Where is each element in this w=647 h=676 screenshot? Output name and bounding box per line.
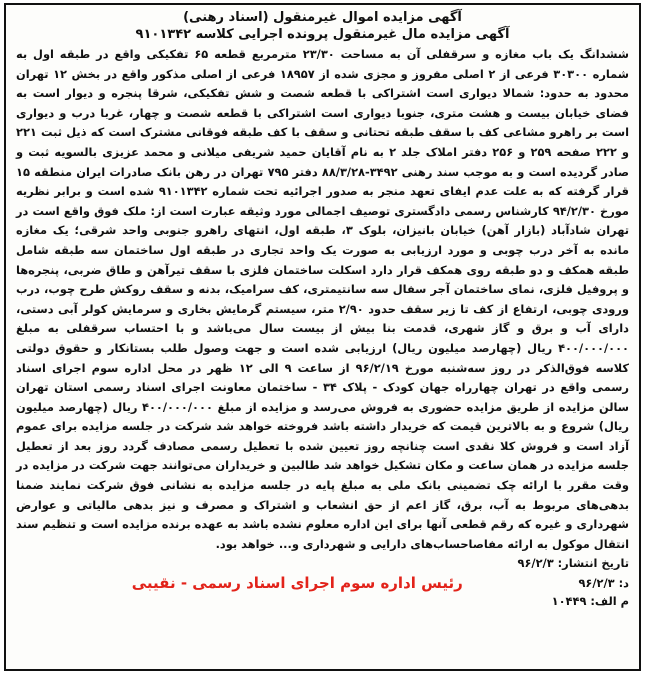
signature-row [16, 574, 629, 592]
publish-date: تاریخ انتشار: ۹۶/۲/۳ [517, 556, 629, 571]
notice-body: ششدانگ یک باب مغازه و سرقفلی آن به مساحت ۲۳/۳۰ مترمربع قطعه ۶۵ تفکیکی واقع در طبقه اول به شماره ۳۰۳۰۰ فرعی از ۲ اصلی مفروز و مجزی شده از ۱۸۹۵۷ فرعی از اصلی مذکور واقع در بخش ۱۲ تهران محدود به حدود: شمالا دیواری است اشتراکی با قطعه شصت و شش تفکیکی، شرقا پنجره و دیوار است به فضای خیابان بیست و هشت متری، جنوبا دیواری است اشتراکی با قطعه شصت و چهار، غربا درب و دیواری است بر راهرو مشاعی کف با سقف طبقه تحتانی و سقف با کف طبقه فوقانی مشترک است که ذیل ثبت ۲۲۱ و ۲۲۲ صفحه ۲۵۹ و ۲۵۶ دفتر املاک جلد ۲ به نام آقایان حمید شریفی میلانی و محمد عزیزی بالسویه ثبت و صادر گردیده است و به موجب سند رهنی ۳۴۹۲-۸۸/۳/۲۸ دفتر ۷۹۵ تهران در رهن بانک صادرات ایران منطقه ۱۵ قرار گرفته که به علت عدم ایفای تعهد منجر به صدور اجرائیه تحت شماره ۹۱۰۱۳۴۲ شده است و برابر نظریه مورخ ۹۴/۲/۳۰ کارشناس رسمی دادگستری توصیف اجمالی مورد وثیقه عبارت است از: ملک فوق واقع است در تهران شادآباد (بازار آهن) خیابان بانیزان، بلوک ۳، طبقه اول، انتهای راهرو جنوبی واحد شرقی؛ یک مغازه مانده به آخر درب چوبی و مورد ارزیابی به صورت یک واحد تجاری در طبقه اول ساختمان سه طبقه شامل طبقه همکف و دو طبقه روی همکف قرار دارد اسکلت ساختمان فلزی با سقف تیرآهن و طاق ضربی، پنجره‌ها و پروفیل فلزی، نمای ساختمان آجر سفال سه سانتیمتری، کف سرامیک، بدنه و سقف روکش طرح چوب، درب ورودی چوبی، ارتفاع از کف تا زیر سقف حدود ۲/۹۰ متر، سیستم گرمایش بخاری و سرمایش کولر آبی دستی، دارای آب و برق و گاز شهری، قدمت بنا بیش از بیست سال می‌باشد و با احتساب سرقفلی به مبلغ ۴۰۰/۰۰۰/۰۰۰ ریال (چهارصد میلیون ریال) ارزیابی شده است و جهت وصول طلب بستانکار و حقوق دولتی کلاسه فوق‌الذکر در روز سه‌شنبه مورخ ۹۶/۲/۱۹ از ساعت ۹ الی ۱۲ ظهر در محل اداره سوم اجرای اسناد رسمی واقع در تهران چهارراه جهان کودک - پلاک ۳۴ - ساختمان معاونت اجرای اسناد رسمی استان تهران سالن مزایده از طریق مزایده حضوری به فروش می‌رسد و مزایده از مبلغ ۴۰۰/۰۰۰/۰۰۰ ریال (چهارصد میلیون ریال) شروع و به بالاترین قیمت که خریدار داشته باشد فروخته خواهد شد شرکت در جلسه مزایده برای عموم آزاد است و فروش کلا نقدی است چنانچه روز تعیین شده با تعطیل رسمی مصادف گردد روز بعد از تعطیل جلسه مزایده در همان ساعت و مکان تشکیل خواهد شد طالبین و خریداران می‌توانند جهت شرکت در مزایده در وقت مقرر با ارائه چک تضمینی بانک ملی به مبلغ پایه در جلسه مزایده به نشانی فوق شرکت نمایند ضمنا بدهی‌های مربوط به آب، برق، گاز اعم از حق انشعاب و اشتراک و مصرف و نیز بدهی مالیاتی و عوارض شهرداری و غیره که رقم قطعی آنها برای این اداره معلوم نشده باشد به عهده برنده مزایده است و تنظیم سند انتقال موکول به ارائه مفاصاحساب‌های دارایی و شهرداری و... خواهد بود. [16, 47, 630, 551]
date-code: د: ۹۶/۲/۳ [578, 576, 629, 591]
auction-notice [4, 3, 641, 671]
signature: رئیس اداره سوم اجرای اسناد رسمی - نقیبی [131, 574, 463, 593]
id-code: م الف: ۱۰۴۴۹ [551, 594, 629, 609]
notice-title: آگهی مزایده اموال غیرمنقول (اسناد رهنی) [183, 10, 462, 25]
notice-subtitle: آگهی مزایده مال غیرمنقول پرونده اجرایی کلاسه ۹۱۰۱۳۴۲ [135, 27, 510, 42]
